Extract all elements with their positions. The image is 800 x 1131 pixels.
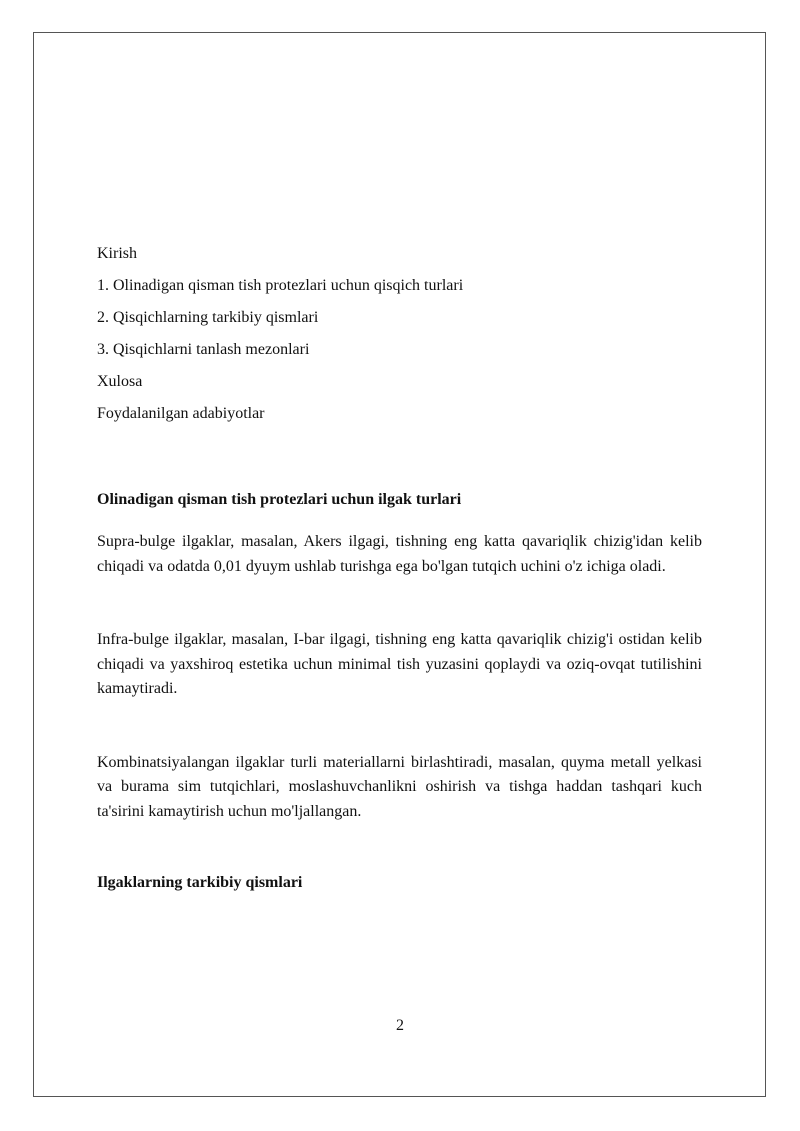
paragraph-infra-bulge: Infra-bulge ilgaklar, masalan, I-bar ilgagi, tishning eng katta qavariqlik chizig'i ostidan kelib chiqadi va yaxshiroq estetika uchun minimal tish yuzasini qoplaydi va oziq-ovqat tutilishini kamaytiradi.: [97, 631, 702, 697]
section-heading-clasp-types: Olinadigan qisman tish protezlari uchun ilgak turlari: [97, 491, 462, 508]
paragraph-supra-bulge: Supra-bulge ilgaklar, masalan, Akers ilgagi, tishning eng katta qavariqlik chizig'idan kelib chiqadi va odatda 0,01 dyuym ushlab turishga ega bo'lgan tutqich uchini o'z ichiga oladi.: [97, 533, 702, 575]
section-heading-components: Ilgaklarning tarkibiy qismlari: [97, 874, 303, 891]
toc-item-conclusion: Xulosa: [97, 373, 143, 390]
toc-item-2: 2. Qisqichlarning tarkibiy qismlari: [97, 309, 319, 326]
page-number: 2: [396, 1017, 404, 1034]
document-content: [97, 242, 702, 895]
paragraph-combination: Kombinatsiyalangan ilgaklar turli materiallarni birlashtiradi, masalan, quyma metall yelkasi va burama sim tutqichlari, moslashuvchanlikni oshirish va tishga haddan tashqari kuch ta'sirini kamaytirish uchun mo'ljallangan.: [97, 753, 702, 820]
toc-item-references: Foydalanilgan adabiyotlar: [97, 405, 265, 422]
toc-item-3: 3. Qisqichlarni tanlash mezonlari: [97, 341, 310, 358]
toc-item-1: 1. Olinadigan qisman tish protezlari uchun qisqich turlari: [97, 277, 464, 294]
toc-item-intro: Kirish: [97, 245, 137, 262]
table-of-contents: [97, 242, 702, 434]
